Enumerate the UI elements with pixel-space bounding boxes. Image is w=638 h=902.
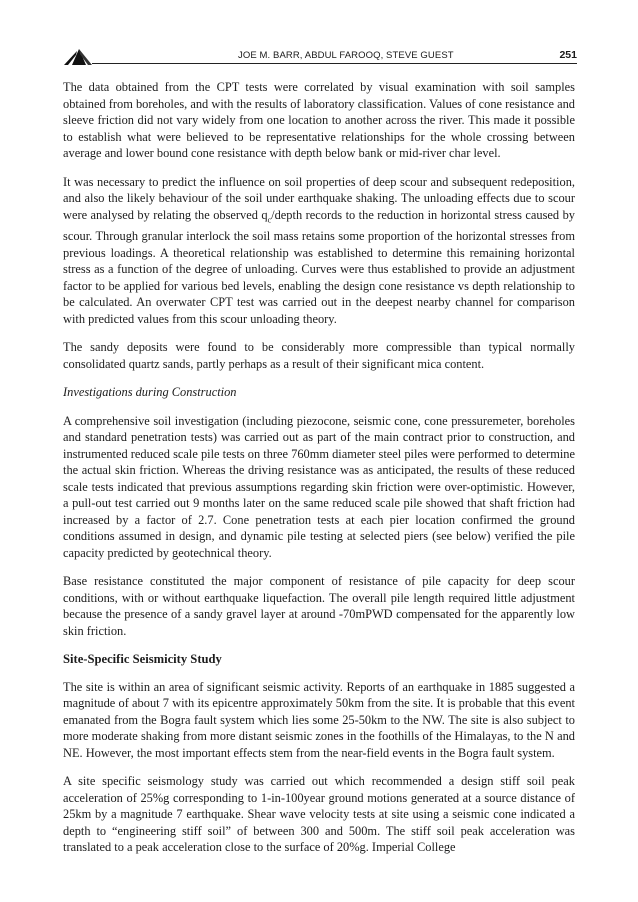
paragraph-soil-investigation: A comprehensive soil investigation (including piezocone, seismic cone, cone pressuremeter, boreholes and standard penetration tests) was carried out as part of the main contract prior to construction, and instrumented reduced scale pile tests on three 760mm diameter steel piles were performed to determine the actual skin friction. Whereas the driving resistance was as anticipated, the results of these reduced scale tests indicated that previous assumptions regarding skin friction were over-optimistic. However, a pull-out test carried out 9 months later on the same reduced scale pile showed that shaft friction had increased by a factor of 2.7. Cone penetration tests at each pier location confirmed the ground conditions assumed in design, and dynamic pile testing at selected piers (see below) verified the pile capacity predicted by geotechnical theory. [63,413,575,560]
paragraph-scour-unloading-part-1: It was necessary to predict the influence on soil properties of deep scour and subsequent redeposition, and also the likely behaviour of the soil under earthquake shaking. The unloading effects due to scour were analysed by relating the observed q [63,174,575,222]
subscript-c: c [267,214,272,224]
paragraph-seismology-study: A site specific seismology study was carried out which recommended a design stiff soil peak acceleration of 25%g corresponding to 1-in-100year ground motions generated at a source distance of 25km by a magnitude 7 earthquake. Shear wave velocity tests at site using a seismic cone indicated a depth to “engineering stiff soil” of between 300 and 500m. The stiff soil peak acceleration was translated to a peak acceleration close to the surface of 20%g. Imperial College [63,774,575,855]
page-header [62,46,577,66]
page-number: 251 [559,49,577,61]
body-text [63,79,575,868]
paragraph-sandy-deposits: The sandy deposits were found to be considerably more compressible than typical normally consolidated quartz sands, partly perhaps as a result of their significant mica content. [63,340,575,371]
paragraph-scour-unloading-part-2: /depth records to the reduction in horizontal stress caused by scour. Through granular interlock the soil mass retains some proportion of the horizontal stresses from previous loadings. A theoretical relationship was established to determine this remaining horizontal stress as a function of the degree of unloading. Curves were thus established to provide an adjustment factor to be applied for various bed levels, enabling the design cone resistance vs depth relationship to be calculated. An overwater CPT test was carried out in the deepest nearby channel for comparison with predicted values from this scour unloading theory. [63,207,576,326]
paragraph-base-resistance: Base resistance constituted the major component of resistance of pile capacity for deep scour conditions, with or without earthquake liquefaction. The overall pile length required little adjustment because the presence of a sandy gravel layer at around -70mPWD compensated for the apparently low skin friction. [63,574,575,638]
paragraph-seismic-activity: The site is within an area of significant seismic activity. Reports of an earthquake in 1885 suggested a magnitude of about 7 with its epicentre approximately 50km from the site. It is probable that this event emanated from the Bogra fault system which lies some 25-50km to the NW. The site is also subject to more moderate shaking from more distant seismic zones in the foothills of the Himalayas, to the N and NE. However, the most important effects stem from the near-field events in the Bogra fault system. [63,679,575,760]
paragraph-cpt-correlation: The data obtained from the CPT tests were correlated by visual examination with soil samples obtained from boreholes, and with the results of laboratory classification. Values of cone resistance and sleeve friction did not vary widely from one location to another across the river. This made it possible to establish what were believed to be representative relationships for the whole crossing between average and lower bound cone resistance with depth below bank or mid-river char level. [63,80,575,160]
paragraph-scour-unloading [63,174,575,328]
publisher-logo-icon [62,46,96,66]
subheading-investigations: Investigations during Construction [63,385,237,400]
header-rule [92,63,577,64]
section-heading-seismicity: Site-Specific Seismicity Study [63,652,222,667]
running-head: JOE M. BARR, ABDUL FAROOQ, STEVE GUEST [238,50,454,61]
